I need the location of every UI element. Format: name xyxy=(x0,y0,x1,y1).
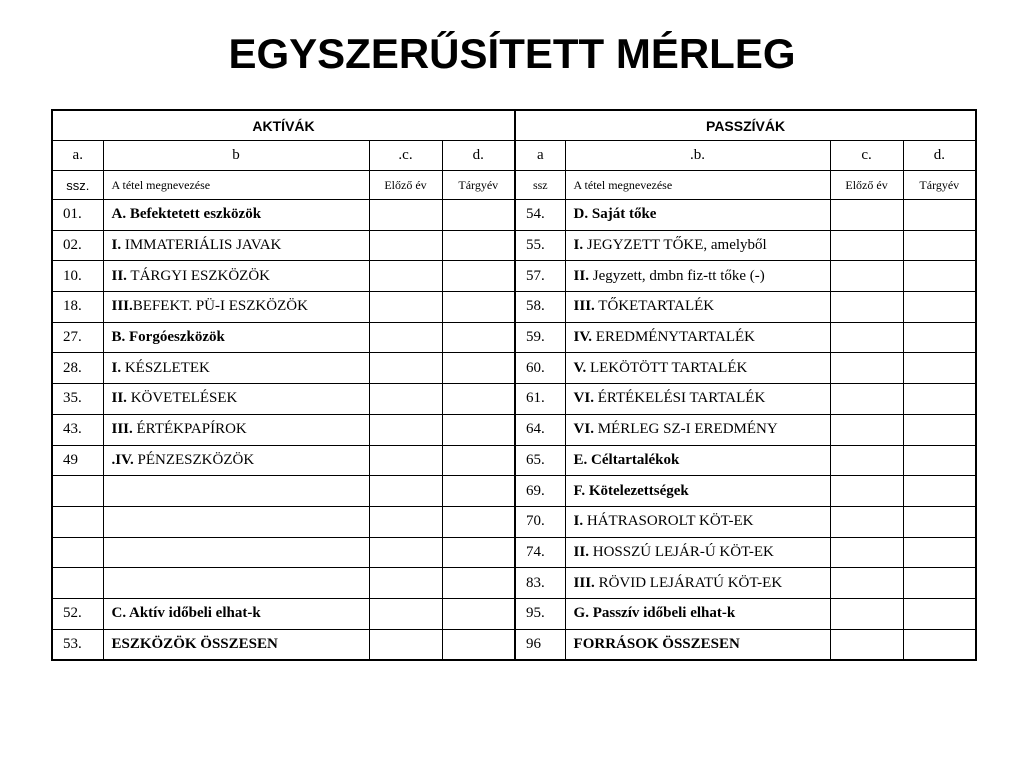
asset-item-name xyxy=(103,292,369,323)
asset-item-text: TÁRGYI ESZKÖZÖK xyxy=(126,267,270,284)
asset-current-year-value xyxy=(442,322,515,353)
liability-item-name xyxy=(565,598,830,629)
asset-item-prefix: .IV. xyxy=(111,451,134,468)
column-name-row xyxy=(52,171,976,200)
liability-line-number: 96 xyxy=(515,629,565,660)
asset-prev-year-value xyxy=(369,384,442,415)
col-prev-year-left: Előző év xyxy=(369,171,442,200)
asset-line-number xyxy=(52,476,103,507)
liability-current-year-value xyxy=(903,353,976,384)
asset-current-year-value xyxy=(442,537,515,568)
liability-prev-year-value xyxy=(830,292,903,323)
asset-line-number: 28. xyxy=(52,353,103,384)
liability-line-number: 70. xyxy=(515,506,565,537)
liability-prev-year-value xyxy=(830,537,903,568)
col-item-name-left: A tétel megnevezése xyxy=(103,171,369,200)
table-row xyxy=(52,200,976,231)
liability-item-name xyxy=(565,292,830,323)
liability-item-text: ÉRTÉKELÉSI TARTALÉK xyxy=(593,390,766,407)
liability-prev-year-value xyxy=(830,476,903,507)
col-serial-left: ssz. xyxy=(52,171,103,200)
asset-item-text: B. Forgóeszközök xyxy=(111,329,225,346)
asset-item-name xyxy=(103,445,369,476)
liability-item-name xyxy=(565,200,830,231)
asset-current-year-value xyxy=(442,261,515,292)
liability-item-text: F. Kötelezettségek xyxy=(573,482,689,499)
liability-item-name xyxy=(565,476,830,507)
liability-line-number: 69. xyxy=(515,476,565,507)
liability-item-text: LEKÖTÖTT TARTALÉK xyxy=(586,359,748,376)
asset-current-year-value xyxy=(442,506,515,537)
liability-item-name xyxy=(565,384,830,415)
table-row xyxy=(52,537,976,568)
asset-prev-year-value xyxy=(369,506,442,537)
liability-prev-year-value xyxy=(830,353,903,384)
liability-item-text: JEGYZETT TŐKE, amelyből xyxy=(583,237,767,254)
liability-item-name xyxy=(565,322,830,353)
col-letter-b-right: .b. xyxy=(565,141,830,171)
asset-item-name xyxy=(103,537,369,568)
table-row xyxy=(52,629,976,660)
column-letter-row xyxy=(52,141,976,171)
col-letter-c-left: .c. xyxy=(369,141,442,171)
assets-group-header: AKTÍVÁK xyxy=(52,110,515,141)
liability-item-prefix: II. xyxy=(573,267,589,284)
asset-item-prefix: II. xyxy=(111,390,127,407)
liability-prev-year-value xyxy=(830,568,903,599)
liability-current-year-value xyxy=(903,230,976,261)
col-item-name-right: A tétel megnevezése xyxy=(565,171,830,200)
liability-prev-year-value xyxy=(830,414,903,445)
asset-prev-year-value xyxy=(369,200,442,231)
liability-line-number: 54. xyxy=(515,200,565,231)
asset-line-number: 02. xyxy=(52,230,103,261)
asset-current-year-value xyxy=(442,629,515,660)
asset-current-year-value xyxy=(442,445,515,476)
asset-current-year-value xyxy=(442,230,515,261)
liability-item-name xyxy=(565,414,830,445)
asset-line-number xyxy=(52,568,103,599)
liability-item-name xyxy=(565,506,830,537)
asset-item-name xyxy=(103,230,369,261)
group-header-row xyxy=(52,110,976,141)
table-row xyxy=(52,476,976,507)
asset-item-prefix: I. xyxy=(111,237,122,254)
liability-item-text: HOSSZÚ LEJÁR-Ú KÖT-EK xyxy=(588,543,774,560)
asset-line-number: 10. xyxy=(52,261,103,292)
asset-item-prefix: III. xyxy=(111,421,133,438)
table-row xyxy=(52,384,976,415)
liability-prev-year-value xyxy=(830,261,903,292)
table-row xyxy=(52,292,976,323)
asset-line-number: 49 xyxy=(52,445,103,476)
liability-current-year-value xyxy=(903,384,976,415)
liability-current-year-value xyxy=(903,292,976,323)
asset-prev-year-value xyxy=(369,261,442,292)
asset-item-prefix: III. xyxy=(111,298,133,315)
liability-prev-year-value xyxy=(830,384,903,415)
asset-prev-year-value xyxy=(369,292,442,323)
asset-item-name xyxy=(103,506,369,537)
col-current-year-right: Tárgyév xyxy=(903,171,976,200)
col-letter-d-right: d. xyxy=(903,141,976,171)
liability-prev-year-value xyxy=(830,230,903,261)
asset-current-year-value xyxy=(442,476,515,507)
asset-item-name xyxy=(103,322,369,353)
asset-item-name xyxy=(103,353,369,384)
asset-line-number: 52. xyxy=(52,598,103,629)
asset-prev-year-value xyxy=(369,230,442,261)
liability-current-year-value xyxy=(903,506,976,537)
liability-line-number: 58. xyxy=(515,292,565,323)
asset-item-name xyxy=(103,598,369,629)
table-row xyxy=(52,414,976,445)
liability-item-name xyxy=(565,353,830,384)
table-row xyxy=(52,568,976,599)
liability-item-text: D. Saját tőke xyxy=(573,206,657,223)
liability-prev-year-value xyxy=(830,200,903,231)
asset-prev-year-value xyxy=(369,537,442,568)
table-row xyxy=(52,261,976,292)
asset-item-text: PÉNZESZKÖZÖK xyxy=(133,451,255,468)
liability-current-year-value xyxy=(903,261,976,292)
liability-item-prefix: V. xyxy=(573,359,587,376)
asset-prev-year-value xyxy=(369,445,442,476)
col-serial-right: ssz xyxy=(515,171,565,200)
balance-sheet-table xyxy=(51,109,977,661)
table-row xyxy=(52,445,976,476)
liability-prev-year-value xyxy=(830,629,903,660)
asset-item-name xyxy=(103,261,369,292)
asset-item-prefix: II. xyxy=(111,267,127,284)
col-letter-b-left: b xyxy=(103,141,369,171)
asset-prev-year-value xyxy=(369,629,442,660)
asset-item-name xyxy=(103,200,369,231)
asset-line-number: 18. xyxy=(52,292,103,323)
col-letter-a-left: a. xyxy=(52,141,103,171)
liability-current-year-value xyxy=(903,629,976,660)
liability-item-prefix: I. xyxy=(573,513,584,530)
liability-item-prefix: VI. xyxy=(573,421,594,438)
liability-line-number: 55. xyxy=(515,230,565,261)
table-row xyxy=(52,322,976,353)
asset-item-name xyxy=(103,629,369,660)
page-title: EGYSZERŰSÍTETT MÉRLEG xyxy=(228,30,796,77)
liability-prev-year-value xyxy=(830,445,903,476)
asset-line-number: 01. xyxy=(52,200,103,231)
liability-prev-year-value xyxy=(830,506,903,537)
table-row xyxy=(52,353,976,384)
liability-item-text: MÉRLEG SZ-I EREDMÉNY xyxy=(593,421,778,438)
asset-item-text: ESZKÖZÖK ÖSSZESEN xyxy=(111,635,278,652)
asset-item-name xyxy=(103,568,369,599)
asset-item-text: ÉRTÉKPAPÍROK xyxy=(132,421,247,438)
liability-line-number: 60. xyxy=(515,353,565,384)
asset-line-number: 43. xyxy=(52,414,103,445)
liability-item-text: FORRÁSOK ÖSSZESEN xyxy=(573,635,740,652)
asset-prev-year-value xyxy=(369,476,442,507)
liability-item-text: G. Passzív időbeli elhat-k xyxy=(573,605,736,622)
asset-line-number: 53. xyxy=(52,629,103,660)
liability-prev-year-value xyxy=(830,598,903,629)
table-row xyxy=(52,598,976,629)
asset-current-year-value xyxy=(442,384,515,415)
asset-item-prefix: I. xyxy=(111,359,122,376)
col-letter-a-right: a xyxy=(515,141,565,171)
liability-line-number: 83. xyxy=(515,568,565,599)
liability-line-number: 64. xyxy=(515,414,565,445)
table-row xyxy=(52,230,976,261)
asset-current-year-value xyxy=(442,200,515,231)
liability-current-year-value xyxy=(903,414,976,445)
asset-line-number: 35. xyxy=(52,384,103,415)
liability-item-text: RÖVID LEJÁRATÚ KÖT-EK xyxy=(594,574,783,591)
liability-item-name xyxy=(565,629,830,660)
liability-item-prefix: I. xyxy=(573,237,584,254)
asset-prev-year-value xyxy=(369,353,442,384)
liability-line-number: 65. xyxy=(515,445,565,476)
liability-current-year-value xyxy=(903,476,976,507)
asset-prev-year-value xyxy=(369,414,442,445)
asset-line-number: 27. xyxy=(52,322,103,353)
asset-prev-year-value xyxy=(369,598,442,629)
asset-item-name xyxy=(103,476,369,507)
asset-current-year-value xyxy=(442,353,515,384)
asset-item-name xyxy=(103,384,369,415)
liability-item-prefix: III. xyxy=(573,298,595,315)
liability-line-number: 61. xyxy=(515,384,565,415)
liability-line-number: 95. xyxy=(515,598,565,629)
liability-prev-year-value xyxy=(830,322,903,353)
liabilities-group-header: PASSZÍVÁK xyxy=(515,110,976,141)
asset-item-text: KÉSZLETEK xyxy=(121,359,210,376)
liability-item-name xyxy=(565,537,830,568)
liability-item-prefix: VI. xyxy=(573,390,594,407)
asset-item-text: C. Aktív időbeli elhat-k xyxy=(111,605,261,622)
table-row xyxy=(52,506,976,537)
liability-item-text: E. Céltartalékok xyxy=(573,451,680,468)
col-letter-d-left: d. xyxy=(442,141,515,171)
liability-line-number: 57. xyxy=(515,261,565,292)
asset-current-year-value xyxy=(442,598,515,629)
liability-item-name xyxy=(565,230,830,261)
asset-item-text: A. Befektetett eszközök xyxy=(111,206,262,223)
asset-current-year-value xyxy=(442,568,515,599)
liability-current-year-value xyxy=(903,537,976,568)
liability-current-year-value xyxy=(903,568,976,599)
asset-current-year-value xyxy=(442,414,515,445)
liability-item-text: TŐKETARTALÉK xyxy=(594,298,715,315)
asset-item-name xyxy=(103,414,369,445)
asset-current-year-value xyxy=(442,292,515,323)
liability-item-text: Jegyzett, dmbn fiz-tt tőke (-) xyxy=(588,267,765,284)
liability-item-prefix: II. xyxy=(573,543,589,560)
liability-item-text: EREDMÉNYTARTALÉK xyxy=(592,329,755,346)
asset-line-number xyxy=(52,506,103,537)
asset-prev-year-value xyxy=(369,322,442,353)
col-current-year-left: Tárgyév xyxy=(442,171,515,200)
liability-item-name xyxy=(565,445,830,476)
liability-item-name xyxy=(565,568,830,599)
liability-current-year-value xyxy=(903,322,976,353)
liability-current-year-value xyxy=(903,445,976,476)
col-letter-c-right: c. xyxy=(830,141,903,171)
liability-current-year-value xyxy=(903,598,976,629)
asset-item-text: IMMATERIÁLIS JAVAK xyxy=(121,237,282,254)
liability-item-prefix: IV. xyxy=(573,329,593,346)
asset-line-number xyxy=(52,537,103,568)
asset-item-text: KÖVETELÉSEK xyxy=(126,390,238,407)
liability-current-year-value xyxy=(903,200,976,231)
liability-item-prefix: III. xyxy=(573,574,595,591)
asset-item-text: BEFEKT. PÜ-I ESZKÖZÖK xyxy=(132,298,308,315)
col-prev-year-right: Előző év xyxy=(830,171,903,200)
liability-line-number: 59. xyxy=(515,322,565,353)
liability-item-text: HÁTRASOROLT KÖT-EK xyxy=(583,513,754,530)
liability-item-name xyxy=(565,261,830,292)
liability-line-number: 74. xyxy=(515,537,565,568)
asset-prev-year-value xyxy=(369,568,442,599)
